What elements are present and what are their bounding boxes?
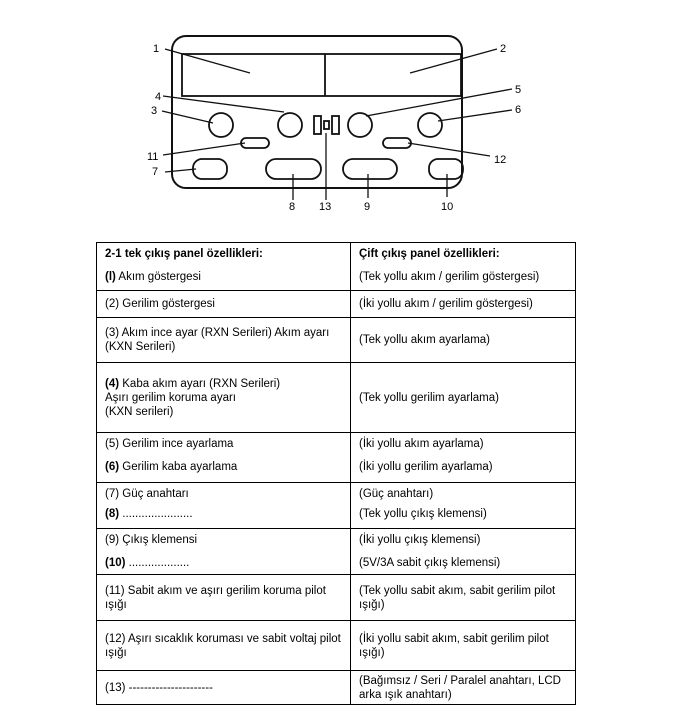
table-cell: (2) Gerilim göstergesi: [97, 291, 351, 318]
table-cell: (7) Güç anahtarı (8) ......................: [97, 483, 351, 529]
panel-outline: [172, 36, 462, 188]
table-cell: [97, 243, 351, 291]
callout-3: 3: [151, 105, 158, 117]
table-cell: (12) Aşırı sıcaklık koruması ve sabit voltaj pilot ışığı: [97, 621, 351, 671]
table-cell: [351, 243, 576, 291]
pilot-light-12: [383, 138, 411, 148]
table-row: [97, 621, 576, 671]
table-row: [97, 291, 576, 318]
power-switch-7: [193, 159, 227, 179]
table-cell: (İki yollu akım / gerilim göstergesi): [351, 291, 576, 318]
header-left: 2-1 tek çıkış panel özellikleri:: [105, 248, 263, 260]
callout-11: 11: [147, 151, 159, 163]
table-cell: (Tek yollu akım ayarlama): [351, 318, 576, 363]
table-cell: (Bağımsız / Seri / Paralel anahtarı, LCD arka ışık anahtarı): [351, 671, 576, 705]
header-right: Çift çıkış panel özellikleri:: [359, 248, 500, 260]
callout-8: 8: [289, 201, 296, 213]
callout-5: 5: [515, 84, 522, 96]
table-cell: (3) Akım ince ayar (RXN Serileri) Akım ayarı (KXN Serileri): [97, 318, 351, 363]
row-text: (l) Akım göstergesi: [105, 271, 201, 283]
callout-10: 10: [441, 201, 454, 213]
callout-1: 1: [153, 43, 160, 55]
table-cell: (9) Çıkış klemensi (10) ...................: [97, 529, 351, 575]
table-cell: (İki yollu akım ayarlama) (İki yollu gerilim ayarlama): [351, 433, 576, 483]
knob-4: [278, 113, 302, 137]
terminal-9: [343, 159, 397, 179]
table-cell: (5) Gerilim ince ayarlama (6) Gerilim kaba ayarlama: [97, 433, 351, 483]
switch-13-right: [332, 116, 339, 134]
knob-6: [418, 113, 442, 137]
table-cell: (Tek yollu gerilim ayarlama): [351, 363, 576, 433]
panel-features-table: [96, 242, 576, 705]
table-row: [97, 671, 576, 705]
table-cell: (Tek yollu sabit akım, sabit gerilim pilot ışığı): [351, 575, 576, 621]
callout-12: 12: [494, 154, 507, 166]
display-window: [182, 54, 461, 96]
table-row: [97, 483, 576, 529]
table-cell: (11) Sabit akım ve aşırı gerilim koruma pilot ışığı: [97, 575, 351, 621]
callout-9: 9: [364, 201, 371, 213]
front-panel-diagram: [0, 0, 679, 240]
table-cell: (Güç anahtarı) (Tek yollu çıkış klemensi): [351, 483, 576, 529]
knob-3: [209, 113, 233, 137]
callout-2: 2: [500, 43, 507, 55]
table-cell: (İki yollu çıkış klemensi) (5V/3A sabit çıkış klemensi): [351, 529, 576, 575]
switch-13-center: [324, 121, 329, 129]
table-row: [97, 363, 576, 433]
callout-7: 7: [152, 166, 159, 178]
table-row: [97, 318, 576, 363]
knob-5: [348, 113, 372, 137]
callout-13: 13: [319, 201, 332, 213]
row-text: (Tek yollu akım / gerilim göstergesi): [359, 271, 540, 283]
table-cell: (İki yollu sabit akım, sabit gerilim pilot ışığı): [351, 621, 576, 671]
pilot-light-11: [241, 138, 269, 148]
table-row: [97, 433, 576, 483]
callout-6: 6: [515, 104, 522, 116]
table-row: [97, 529, 576, 575]
table-row: [97, 575, 576, 621]
terminal-10: [429, 159, 463, 179]
table-cell: (13) ----------------------: [97, 671, 351, 705]
callout-4: 4: [155, 91, 162, 103]
switch-13: [314, 116, 321, 134]
table-cell: (4) Kaba akım ayarı (RXN Serileri) Aşırı gerilim koruma ayarı (KXN serileri): [97, 363, 351, 433]
table-row: [97, 243, 576, 291]
